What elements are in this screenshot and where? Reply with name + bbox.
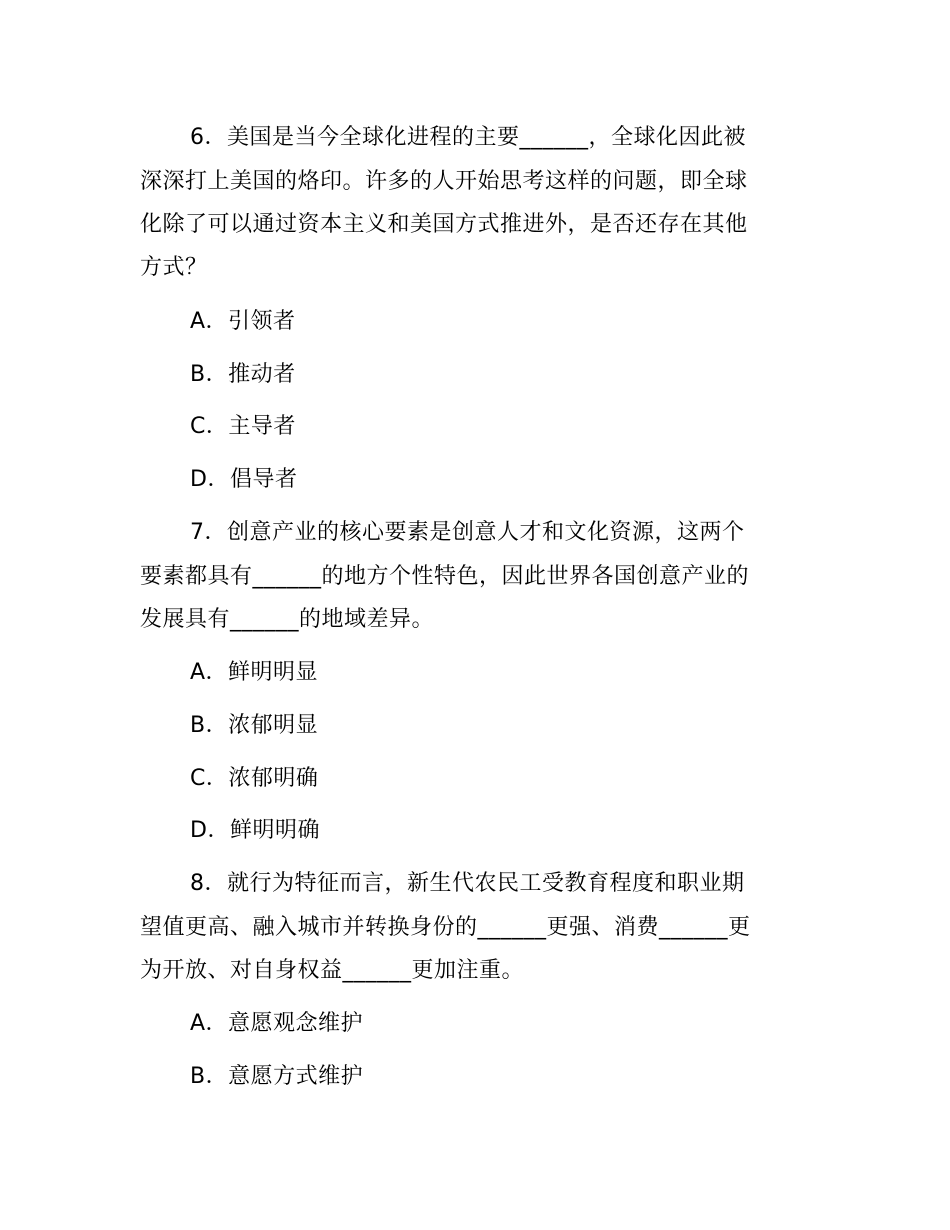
question-7-option-c: C．浓郁明确 [190,766,319,791]
question-8-stem-line-3: 为开放、对自身权益______更加注重。 [140,958,525,983]
question-6-stem-line-1: 6．美国是当今全球化进程的主要______，全球化因此被 [190,125,746,150]
question-6-stem-line-2: 深深打上美国的烙印。许多的人开始思考这样的问题，即全球 [140,169,748,194]
question-6-option-a: A．引领者 [190,309,296,334]
question-7-option-d: D．鲜明明确 [190,818,320,843]
question-8-option-a: A．意愿观念维护 [190,1011,364,1036]
question-6-option-b: B．推动者 [190,362,296,387]
question-7-stem-line-3: 发展具有______的地域差异。 [140,607,435,632]
question-6-option-d: D．倡导者 [190,467,298,492]
question-7-stem-line-2: 要素都具有______的地方个性特色，因此世界各国创意产业的 [140,564,750,589]
question-6-stem-line-3: 化除了可以通过资本主义和美国方式推进外，是否还存在其他 [140,212,748,237]
question-8-option-b: B．意愿方式维护 [190,1064,364,1089]
question-7-stem-line-1: 7．创意产业的核心要素是创意人才和文化资源，这两个 [190,520,745,545]
question-6-option-c: C．主导者 [190,414,296,439]
question-8-stem-line-2: 望值更高、融入城市并转换身份的______更强、消费______更 [140,915,751,940]
question-7-option-b: B．浓郁明显 [190,713,319,738]
question-7-option-a: A．鲜明明显 [190,660,319,685]
question-8-stem-line-1: 8．就行为特征而言，新生代农民工受教育程度和职业期 [190,871,745,896]
question-6-stem-line-4: 方式？ [140,255,208,280]
